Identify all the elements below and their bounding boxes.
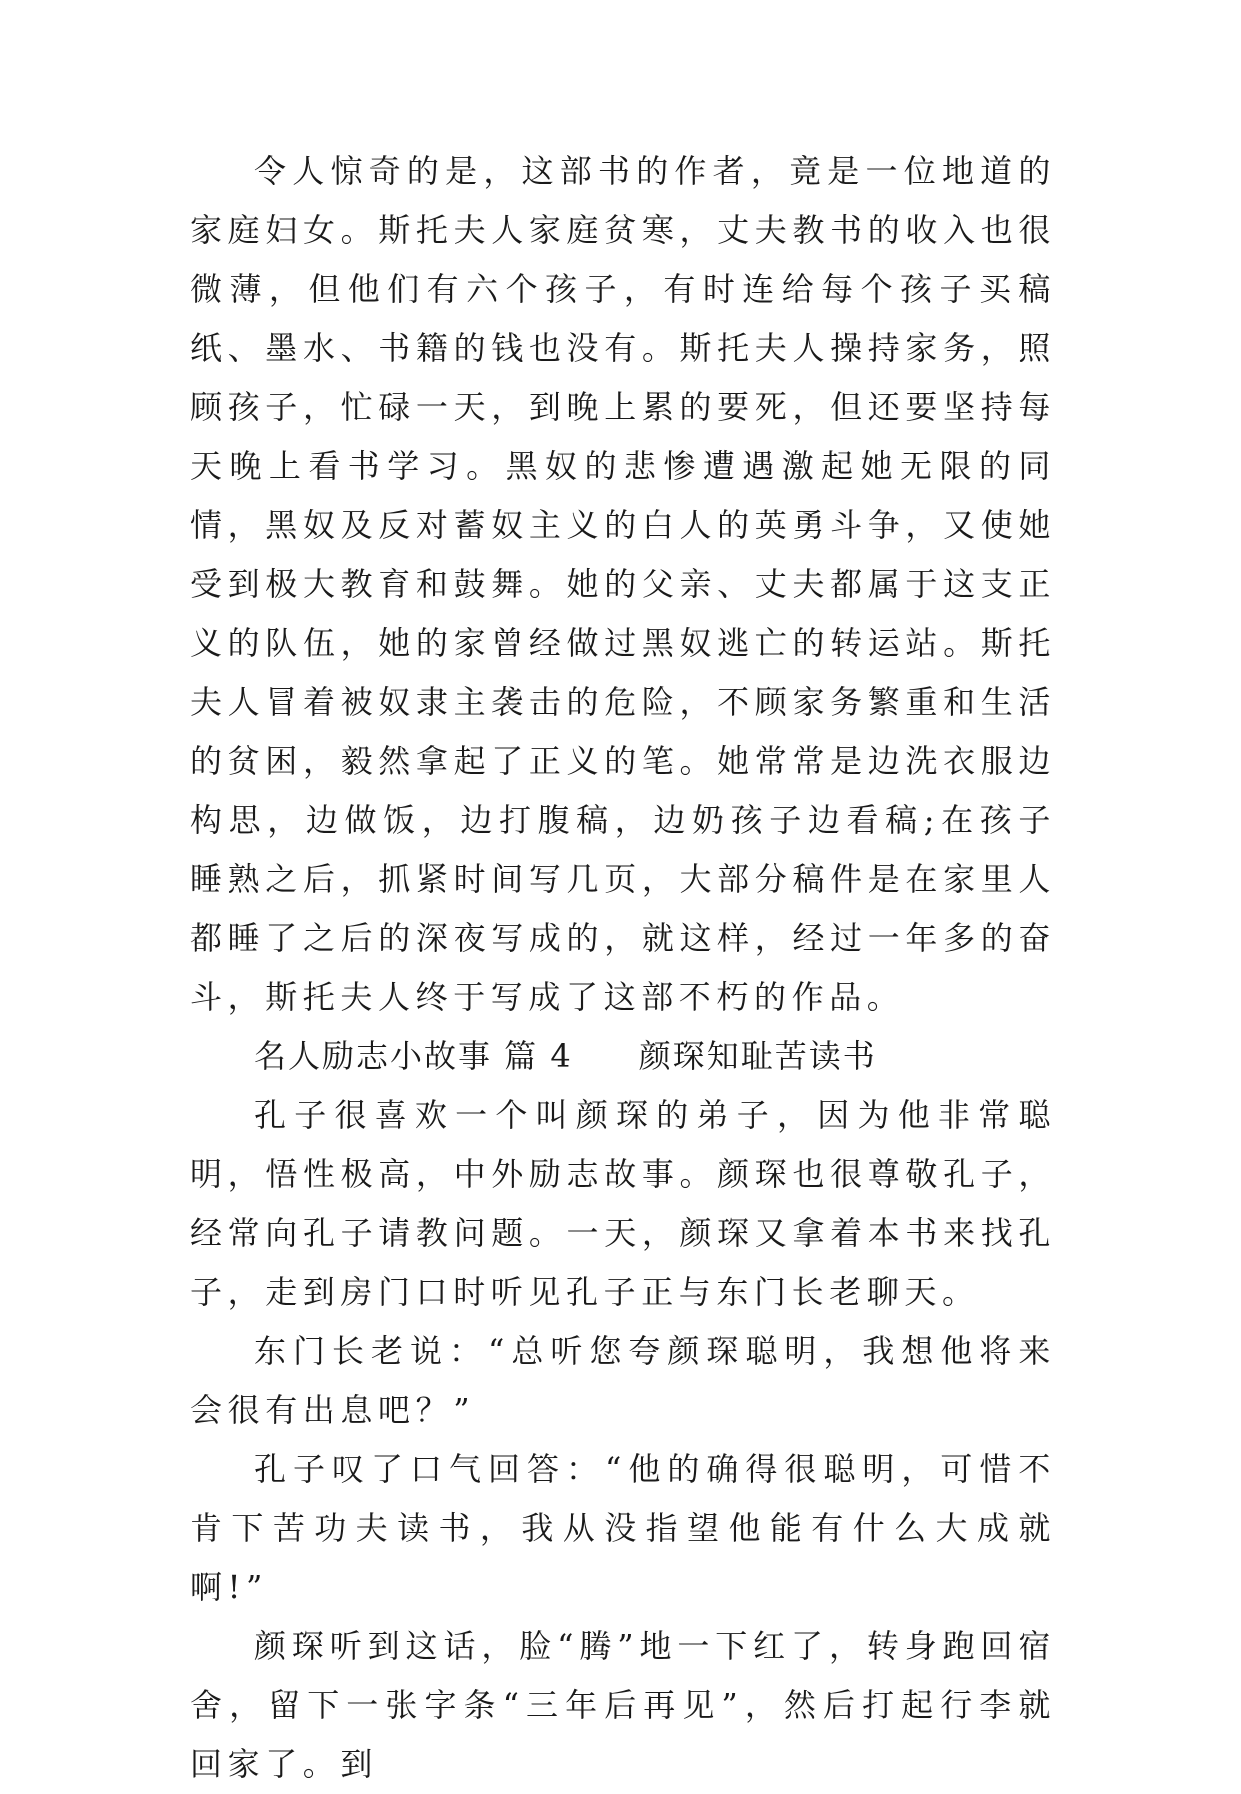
section-heading-title: 颜琛知耻苦读书 [638, 1037, 877, 1075]
section-heading [190, 1027, 1056, 1086]
paragraph-confucius-answer: 孔子叹了口气回答：“他的确得很聪明，可惜不肯下苦功夫读书，我从没指望他能有什么大成就啊!” [190, 1450, 1056, 1606]
paragraph-confucius-intro: 孔子很喜欢一个叫颜琛的弟子，因为他非常聪明，悟性极高，中外励志故事。颜琛也很尊敬孔子，经常向孔子请教问题。一天，颜琛又拿着本书来找孔子，走到房门口时听见孔子正与东门长老聊天。 [190, 1096, 1056, 1311]
document-body [190, 142, 1056, 1794]
paragraph-yanchen-reaction: 颜琛听到这话，脸“腾”地一下红了，转身跑回宿舍，留下一张字条“三年后再见”，然后打起行李就回家了。到 [190, 1627, 1056, 1783]
paragraph-elder-question: 东门长老说：“总听您夸颜琛聪明，我想他将来会很有出息吧？” [190, 1332, 1056, 1429]
paragraph-stowe: 令人惊奇的是，这部书的作者，竟是一位地道的家庭妇女。斯托夫人家庭贫寒，丈夫教书的收入也很微薄，但他们有六个孩子，有时连给每个孩子买稿纸、墨水、书籍的钱也没有。斯托夫人操持家务，照顾孩子，忙碌一天，到晚上累的要死，但还要坚持每天晚上看书学习。黑奴的悲惨遭遇激起她无限的同情，黑奴及反对蓄奴主义的白人的英勇斗争，又使她受到极大教育和鼓舞。她的父亲、丈夫都属于这支正义的队伍，她的家曾经做过黑奴逃亡的转运站。斯托夫人冒着被奴隶主袭击的危险，不顾家务繁重和生活的贫困，毅然拿起了正义的笔。她常常是边洗衣服边构思，边做饭，边打腹稿，边奶孩子边看稿;在孩子睡熟之后，抓紧时间写几页，大部分稿件是在家里人都睡了之后的深夜写成的，就这样，经过一年多的奋斗，斯托夫人终于写成了这部不朽的作品。 [190, 152, 1056, 1016]
section-heading-label: 名人励志小故事 篇 4 [254, 1037, 573, 1075]
